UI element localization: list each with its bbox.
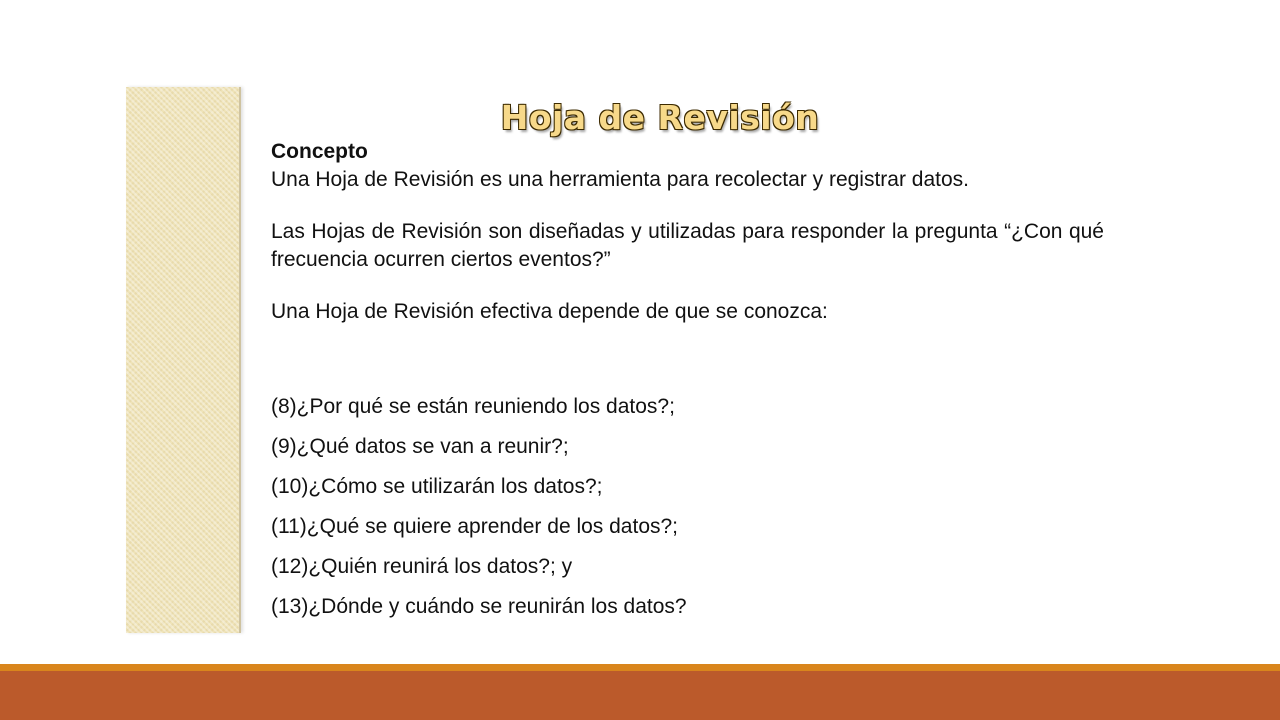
question-list	[271, 392, 1104, 632]
section-heading: Concepto	[271, 140, 368, 163]
list-item: (13)¿Dónde y cuándo se reunirán los datos?	[271, 595, 687, 618]
paragraph-definition: Una Hoja de Revisión es una herramienta para recolectar y registrar datos.	[271, 168, 970, 191]
list-item: (12)¿Quién reunirá los datos?; y	[271, 555, 573, 578]
slide-content	[271, 138, 1104, 326]
list-item: (11)¿Qué se quiere aprender de los datos?;	[271, 515, 679, 538]
footer-accent-line	[0, 664, 1280, 671]
list-item: (10)¿Cómo se utilizarán los datos?;	[271, 475, 603, 498]
decorative-side-panel	[126, 87, 241, 633]
list-item: (8)¿Por qué se están reuniendo los datos?;	[271, 395, 675, 418]
footer-bar	[0, 671, 1280, 720]
slide-title: Hoja de Revisión	[500, 98, 820, 137]
paragraph-purpose: Las Hojas de Revisión son diseñadas y utilizadas para responder la pregunta “¿Con qué frecuencia ocurren ciertos eventos?”	[271, 220, 1104, 271]
paragraph-requirements: Una Hoja de Revisión efectiva depende de que se conozca:	[271, 300, 828, 323]
list-item: (9)¿Qué datos se van a reunir?;	[271, 435, 569, 458]
